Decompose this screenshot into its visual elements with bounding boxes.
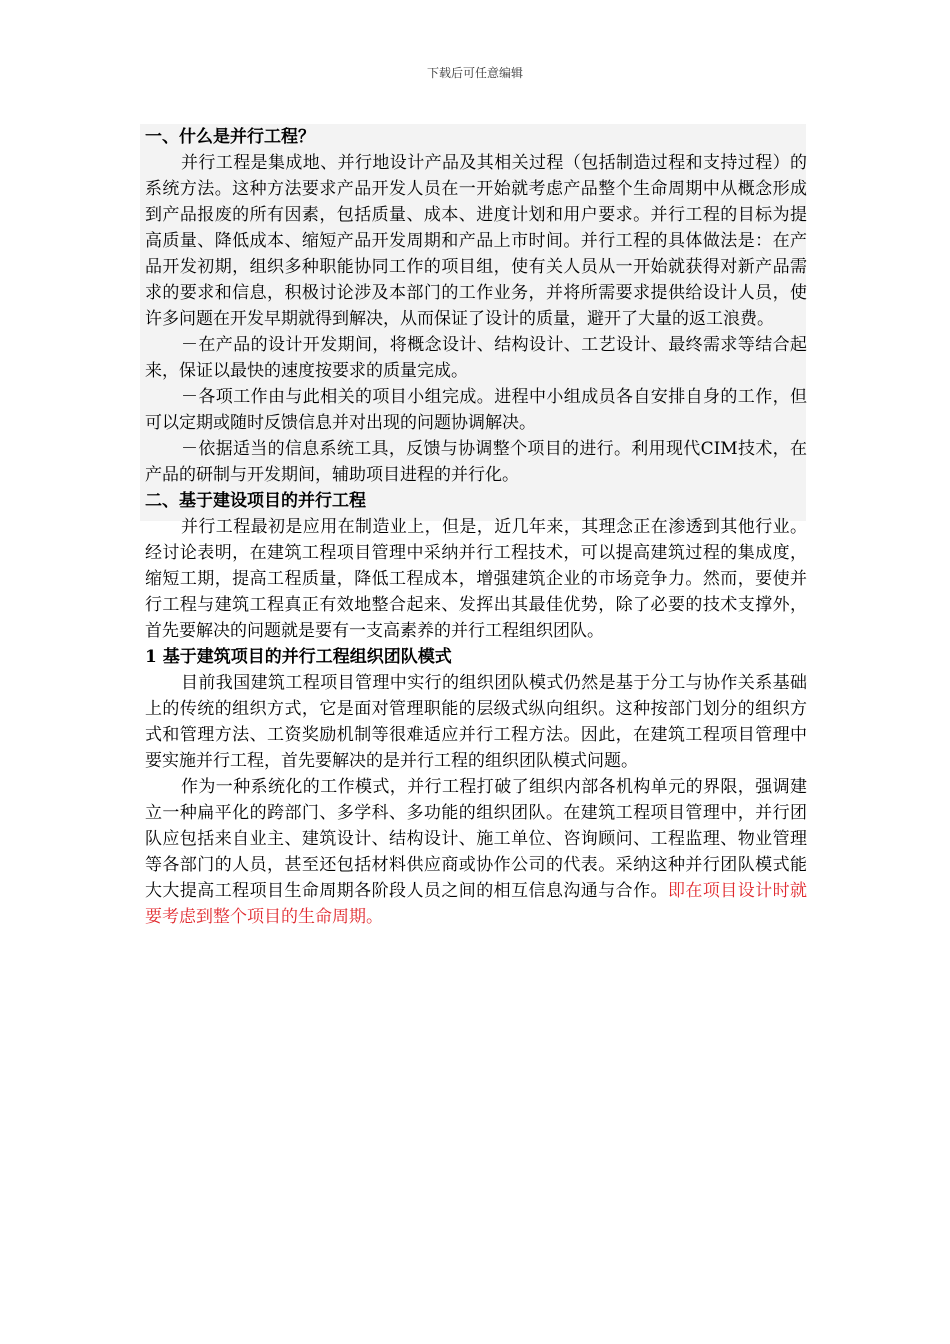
section-2-paragraph-3 bbox=[145, 774, 807, 930]
section-1-heading: 一、什么是并行工程？ bbox=[145, 127, 315, 147]
section-1-paragraph-2: －在产品的设计开发期间，将概念设计、结构设计、工艺设计、最终需求等结合起来，保证以最快的速度按要求的质量完成。 bbox=[145, 335, 807, 381]
section-1-paragraph-3: －各项工作由与此相关的项目小组完成。进程中小组成员各自安排自身的工作，但可以定期或随时反馈信息并对出现的问题协调解决。 bbox=[145, 387, 807, 433]
page-header: 下载后可任意编辑 bbox=[426, 66, 523, 80]
section-2-paragraph-1: 并行工程最初是应用在制造业上，但是，近几年来，其理念正在渗透到其他行业。经讨论表明，在建筑工程项目管理中采纳并行工程技术，可以提高建筑过程的集成度，缩短工期，提高工程质量，降低工程成本，增强建筑企业的市场竞争力。然而，要使并行工程与建筑工程真正有效地整合起来、发挥出其最佳优势，除了必要的技术支撑外，首先要解决的问题就是要有一支高素养的并行工程组织团队。 bbox=[145, 517, 807, 641]
section-1-paragraph-1: 并行工程是集成地、并行地设计产品及其相关过程（包括制造过程和支持过程）的系统方法。这种方法要求产品开发人员在一开始就考虑产品整个生命周期中从概念形成到产品报废的所有因素，包括质量、成本、进度计划和用户要求。并行工程的目标为提高质量、降低成本、缩短产品开发周期和产品上市时间。并行工程的具体做法是：在产品开发初期，组织多种职能协同工作的项目组，使有关人员从一开始就获得对新产品需求的要求和信息，积极讨论涉及本部门的工作业务，并将所需要求提供给设计人员，使许多问题在开发早期就得到解决，从而保证了设计的质量，避开了大量的返工浪费。 bbox=[145, 153, 807, 329]
section-2-paragraph-2: 目前我国建筑工程项目管理中实行的组织团队模式仍然是基于分工与协作关系基础上的传统的组织方式，它是面对管理职能的层级式纵向组织。这种按部门划分的组织方式和管理方法、工资奖励机制等很难适应并行工程方法。因此，在建筑工程项目管理中要实施并行工程，首先要解决的是并行工程的组织团队模式问题。 bbox=[145, 673, 807, 771]
section-2-subheading: 1 基于建筑项目的并行工程组织团队模式 bbox=[145, 647, 452, 667]
section-1-paragraph-4: －依据适当的信息系统工具，反馈与协调整个项目的进行。利用现代CIM技术，在产品的研制与开发期间，辅助项目进程的并行化。 bbox=[145, 439, 807, 485]
document-body bbox=[145, 124, 807, 930]
section-2-paragraph-3-text: 作为一种系统化的工作模式，并行工程打破了组织内部各机构单元的界限，强调建立一种扁平化的跨部门、多学科、多功能的组织团队。在建筑工程项目管理中，并行团队应包括来自业主、建筑设计、结构设计、施工单位、咨询顾问、工程监理、物业管理等各部门的人员，甚至还包括材料供应商或协作公司的代表。采纳这种并行团队模式能大大提高工程项目生命周期各阶段人员之间的相互信息沟通与合作。 bbox=[145, 777, 807, 901]
section-2-heading: 二、基于建设项目的并行工程 bbox=[145, 491, 366, 511]
section-2-paragraph-3-highlight: 即在项目设计时就要考虑到整个项目的生命周期。 bbox=[145, 881, 808, 927]
